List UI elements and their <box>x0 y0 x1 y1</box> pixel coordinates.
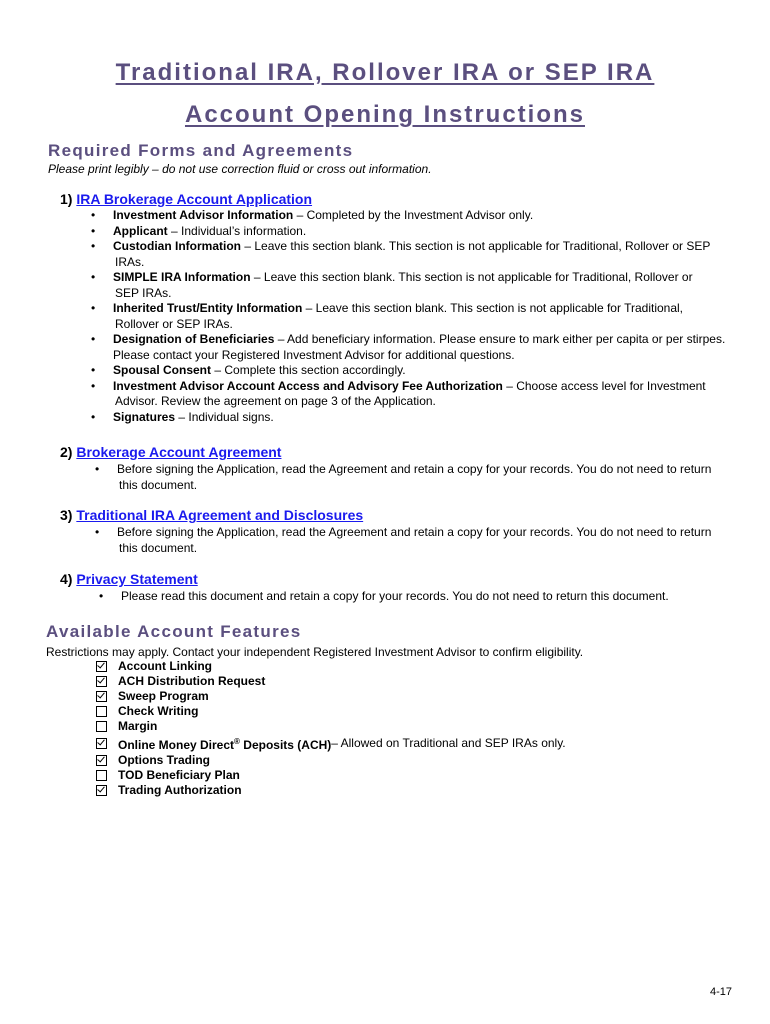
bullet-item: • Designation of Beneficiaries – Add beneficiary information. Please ensure to mark either per capita or per stirpes. <box>91 332 726 346</box>
bullet-item: • Custodian Information – Leave this section blank. This section is not applicable for Traditional, Rollover or SEP <box>91 239 711 253</box>
bullet-continuation: Advisor. Review the agreement on page 3 of the Application. <box>115 394 436 408</box>
form-item-number: 4) <box>60 571 73 587</box>
traditional-ira-agreement-link[interactable]: Traditional IRA Agreement and Disclosures <box>76 507 364 523</box>
unchecked-box-icon <box>96 706 107 717</box>
form-item-number: 2) <box>60 444 73 460</box>
bullet-item: • Inherited Trust/Entity Information – Leave this section blank. This section is not applicable for Traditional, <box>91 301 684 315</box>
privacy-statement-link[interactable]: Privacy Statement <box>76 571 198 587</box>
unchecked-box-icon <box>96 770 107 781</box>
feature-online-money-direct: Online Money Direct® Deposits (ACH) – Allowed on Traditional and SEP IRAs only. <box>96 734 566 753</box>
form-item-3-bullets <box>95 525 757 556</box>
page-title-line-2: Account Opening Instructions <box>184 101 585 128</box>
form-item-2-bullets <box>95 462 757 493</box>
feature-tod-beneficiary-plan: TOD Beneficiary Plan <box>96 768 566 783</box>
form-item-1 <box>60 191 312 207</box>
bullet-item: • Investment Advisor Information – Completed by the Investment Advisor only. <box>91 208 534 222</box>
form-item-3 <box>60 507 363 523</box>
form-item-1-bullets <box>91 208 763 425</box>
available-features-heading: Available Account Features <box>46 622 302 641</box>
feature-ach-distribution: ACH Distribution Request <box>96 674 566 689</box>
form-item-2 <box>60 444 281 460</box>
ira-brokerage-account-application-link[interactable]: IRA Brokerage Account Application <box>76 191 313 207</box>
brokerage-account-agreement-link[interactable]: Brokerage Account Agreement <box>76 444 282 460</box>
bullet-continuation: SEP IRAs. <box>115 285 172 300</box>
feature-options-trading: Options Trading <box>96 753 566 768</box>
form-item-number: 3) <box>60 507 73 523</box>
feature-check-writing: Check Writing <box>96 704 566 719</box>
bullet-item: • Spousal Consent – Complete this section accordingly. <box>91 363 406 377</box>
checked-box-icon <box>96 785 107 796</box>
checked-box-icon <box>96 738 107 749</box>
bullet-item: • SIMPLE IRA Information – Leave this section blank. This section is not applicable for Traditional, Rollover or <box>91 270 693 284</box>
bullet-continuation: Please contact your Registered Investment Advisor for additional questions. <box>113 347 515 362</box>
checked-box-icon <box>96 755 107 766</box>
bullet-item: • Before signing the Application, read the Agreement and retain a copy for your records. You do not need to return <box>95 525 712 539</box>
page-title-line-1: Traditional IRA, Rollover IRA or SEP IRA <box>115 59 655 86</box>
bullet-item: • Before signing the Application, read the Agreement and retain a copy for your records. You do not need to return <box>95 462 712 476</box>
checked-box-icon <box>96 676 107 687</box>
bullet-item: • Applicant – Individual’s information. <box>91 223 307 238</box>
feature-trading-authorization: Trading Authorization <box>96 783 566 798</box>
feature-account-linking: Account Linking <box>96 659 566 674</box>
checked-box-icon <box>96 691 107 702</box>
feature-margin: Margin <box>96 719 566 734</box>
page-number: 4-17 <box>709 986 732 998</box>
form-item-number: 1) <box>60 191 73 207</box>
form-item-4-bullets <box>99 589 761 605</box>
available-features-note: Restrictions may apply. Contact your independent Registered Investment Advisor to confirm eligibility. <box>46 645 584 659</box>
bullet-continuation: IRAs. <box>115 254 145 269</box>
form-item-4 <box>60 571 198 587</box>
feature-list <box>96 659 566 798</box>
unchecked-box-icon <box>96 721 107 732</box>
bullet-item: • Investment Advisor Account Access and Advisory Fee Authorization – Choose access level for Investment <box>91 378 706 393</box>
required-forms-heading: Required Forms and Agreements <box>48 141 354 160</box>
bullet-continuation: this document. <box>119 540 198 555</box>
page-title <box>0 52 770 136</box>
bullet-continuation: this document. <box>119 477 198 492</box>
bullet-item: • Signatures – Individual signs. <box>91 409 274 424</box>
bullet-item: • Please read this document and retain a copy for your records. You do not need to return this document. <box>99 589 669 603</box>
bullet-continuation: Rollover or SEP IRAs. <box>115 316 233 331</box>
feature-sweep-program: Sweep Program <box>96 689 566 704</box>
required-forms-note: Please print legibly – do not use correction fluid or cross out information. <box>48 162 432 176</box>
checked-box-icon <box>96 661 107 672</box>
